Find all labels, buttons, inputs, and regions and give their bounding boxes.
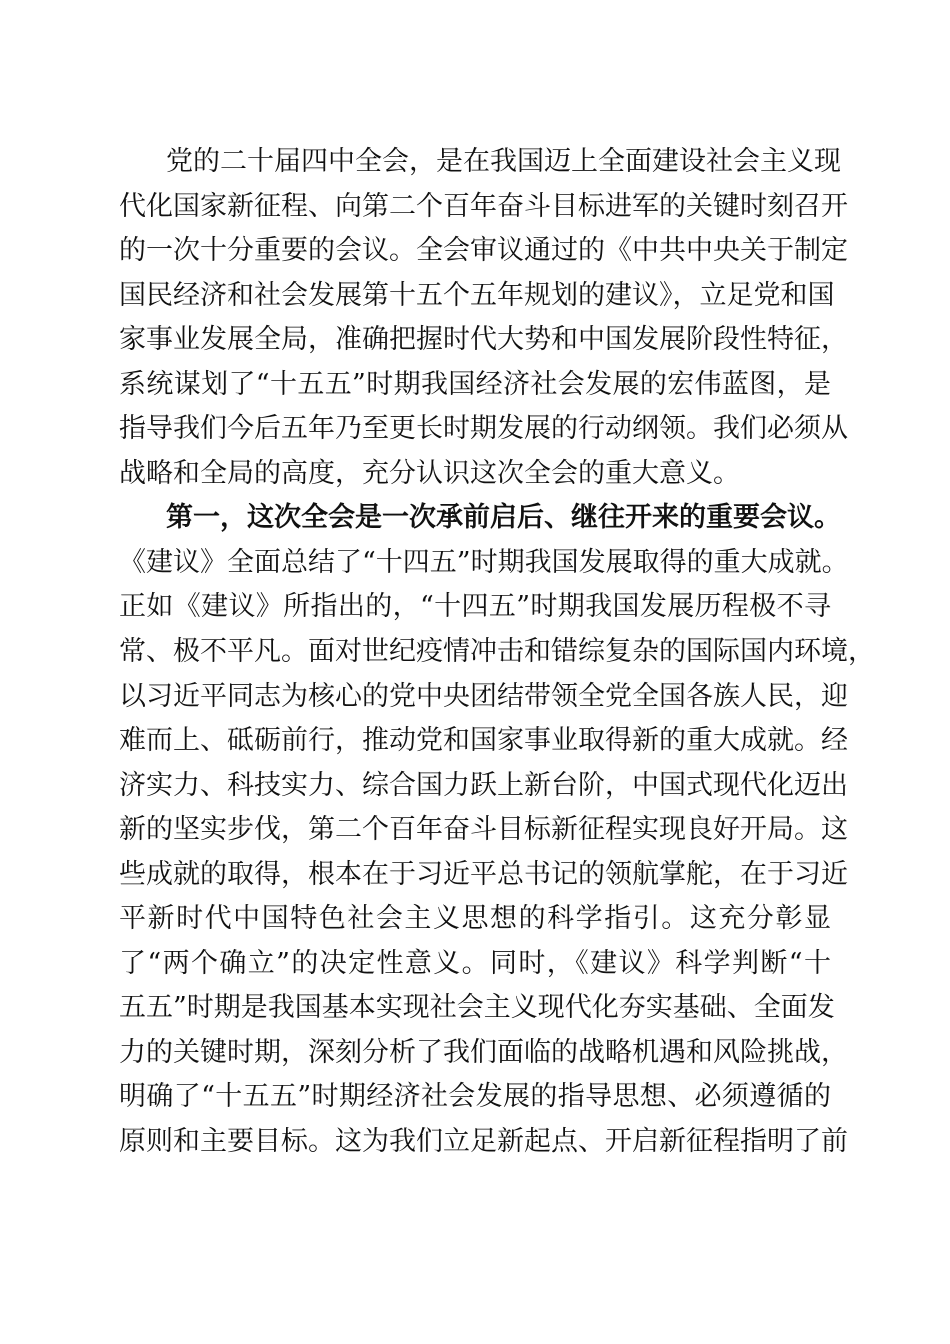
body-text (119, 140, 875, 1165)
text-line: 些成就的取得，根本在于习近平总书记的领航掌舵，在于习近 (119, 858, 848, 890)
text-line: 党的二十届四中全会，是在我国迈上全面建设社会主义现 (166, 146, 841, 177)
text-line: 了“两个确立”的决定性意义。同时，《建议》科学判断“十 (119, 947, 831, 979)
text-line: 家事业发展全局，准确把握时代大势和中国发展阶段性特征， (119, 324, 848, 356)
text-line: 济实力、科技实力、综合国力跃上新台阶，中国式现代化迈出 (119, 769, 848, 801)
paragraph-first-point (119, 496, 875, 1164)
text-line: 新的坚实步伐，第二个百年奋斗目标新征程实现良好开局。这 (119, 814, 848, 846)
text-line: 明确了“十五五”时期经济社会发展的指导思想、必须遵循的 (119, 1081, 831, 1113)
text-line: 正如《建议》所指出的，“十四五”时期我国发展历程极不寻 (119, 591, 831, 623)
text-line: 代化国家新征程、向第二个百年奋斗目标进军的关键时刻召开 (119, 190, 848, 222)
text-line: 平新时代中国特色社会主义思想的科学指引。这充分彰显 (119, 903, 831, 935)
text-line: 以习近平同志为核心的党中央团结带领全党全国各族人民，迎 (119, 680, 848, 712)
text-line: 《建议》全面总结了“十四五”时期我国发展取得的重大成就。 (119, 546, 849, 578)
paragraph-intro (119, 140, 848, 496)
paragraph-lead-heading: 第一，这次全会是一次承前启后、继往开来的重要会议。 (166, 502, 841, 534)
text-line: 五五”时期是我国基本实现社会主义现代化夯实基础、全面发 (119, 992, 835, 1024)
text-line: 战略和全局的高度，充分认识这次全会的重大意义。 (119, 457, 740, 489)
text-line: 原则和主要目标。这为我们立足新起点、开启新征程指明了前 (119, 1126, 848, 1158)
text-line: 指导我们今后五年乃至更长时期发展的行动纲领。我们必须从 (119, 413, 848, 445)
text-line: 力的关键时期，深刻分析了我们面临的战略机遇和风险挑战， (119, 1036, 848, 1068)
text-line: 的一次十分重要的会议。全会审议通过的《中共中央关于制定 (119, 235, 848, 267)
text-line: 国民经济和社会发展第十五个五年规划的建议》，立足党和国 (119, 279, 835, 311)
text-line: 常、极不平凡。面对世纪疫情冲击和错综复杂的国际国内环境， (119, 636, 875, 668)
text-line: 系统谋划了“十五五”时期我国经济社会发展的宏伟蓝图，是 (119, 368, 831, 400)
text-line: 难而上、砥砺前行，推动党和国家事业取得新的重大成就。经 (119, 725, 848, 757)
